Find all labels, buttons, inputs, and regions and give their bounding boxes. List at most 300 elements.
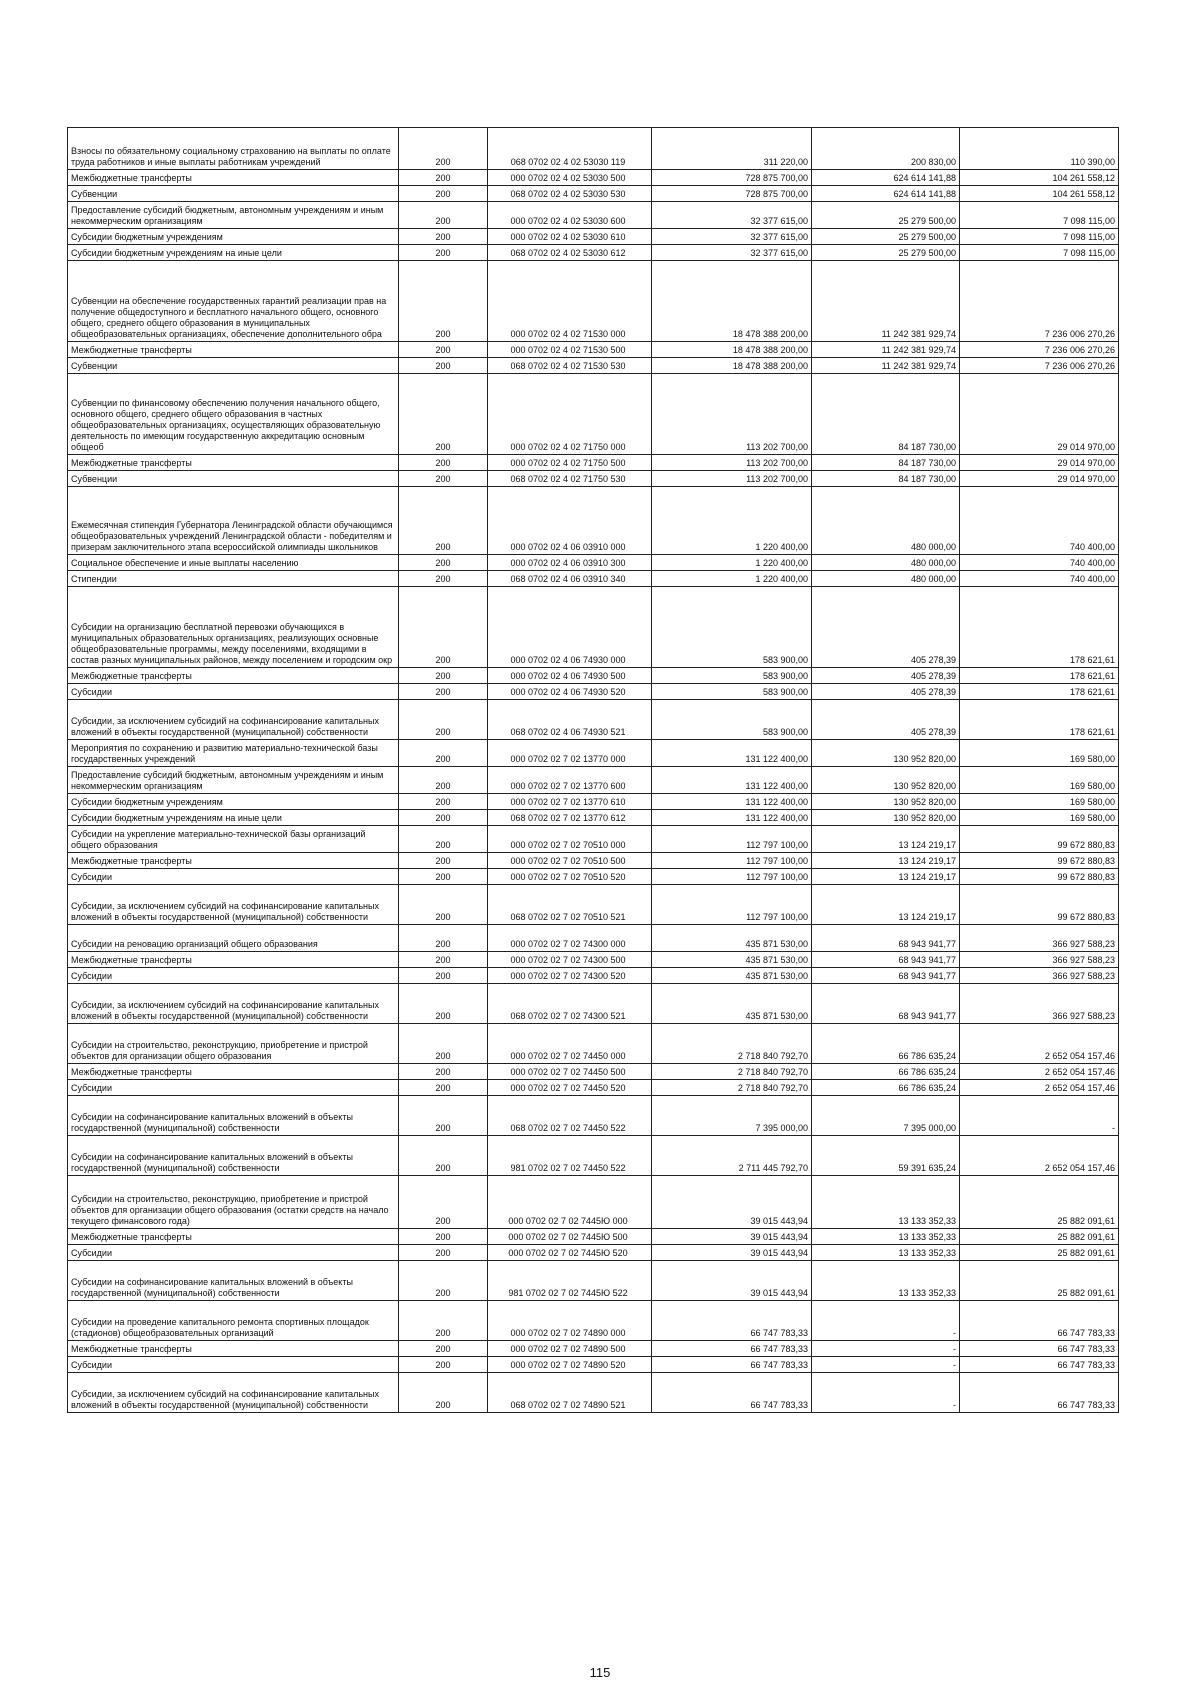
row-budget-classification: 000 0702 02 4 02 71530 000 (488, 261, 652, 342)
table-row (68, 170, 1119, 186)
row-line-code: 200 (399, 587, 488, 668)
table-row (68, 374, 1119, 455)
row-executed-amount: 405 278,39 (812, 684, 960, 700)
row-line-code: 200 (399, 767, 488, 794)
row-budget-classification: 000 0702 02 4 06 74930 520 (488, 684, 652, 700)
table-row (68, 853, 1119, 869)
row-executed-amount: 13 133 352,33 (812, 1229, 960, 1245)
row-executed-amount: 66 786 635,24 (812, 1064, 960, 1080)
row-unexecuted-amount: 7 098 115,00 (960, 229, 1119, 245)
row-approved-amount: 66 747 783,33 (652, 1373, 812, 1413)
table-row (68, 261, 1119, 342)
row-executed-amount: 11 242 381 929,74 (812, 342, 960, 358)
row-approved-amount: 39 015 443,94 (652, 1229, 812, 1245)
row-unexecuted-amount: - (960, 1096, 1119, 1136)
row-line-code: 200 (399, 555, 488, 571)
row-line-code: 200 (399, 170, 488, 186)
row-budget-classification: 000 0702 02 7 02 74300 520 (488, 968, 652, 984)
table-row (68, 968, 1119, 984)
row-approved-amount: 435 871 530,00 (652, 925, 812, 952)
row-budget-classification: 000 0702 02 4 06 74930 500 (488, 668, 652, 684)
table-row (68, 555, 1119, 571)
row-approved-amount: 2 718 840 792,70 (652, 1064, 812, 1080)
row-approved-amount: 18 478 388 200,00 (652, 358, 812, 374)
table-row (68, 984, 1119, 1024)
row-unexecuted-amount: 366 927 588,23 (960, 952, 1119, 968)
row-name: Субсидии бюджетным учреждениям на иные цели (68, 810, 399, 826)
row-unexecuted-amount: 99 672 880,83 (960, 885, 1119, 925)
row-name: Межбюджетные трансферты (68, 952, 399, 968)
row-line-code: 200 (399, 984, 488, 1024)
row-line-code: 200 (399, 1245, 488, 1261)
row-executed-amount: 130 952 820,00 (812, 767, 960, 794)
table-row (68, 186, 1119, 202)
row-approved-amount: 583 900,00 (652, 700, 812, 740)
row-unexecuted-amount: 366 927 588,23 (960, 984, 1119, 1024)
table-row (68, 571, 1119, 587)
row-name: Предоставление субсидий бюджетным, автономным учреждениям и иным некоммерческим организациям (68, 202, 399, 229)
row-unexecuted-amount: 29 014 970,00 (960, 471, 1119, 487)
row-executed-amount: 130 952 820,00 (812, 810, 960, 826)
row-unexecuted-amount: 169 580,00 (960, 740, 1119, 767)
row-approved-amount: 131 122 400,00 (652, 794, 812, 810)
table-row (68, 342, 1119, 358)
row-executed-amount: 13 133 352,33 (812, 1261, 960, 1301)
row-executed-amount: 13 124 219,17 (812, 853, 960, 869)
row-unexecuted-amount: 29 014 970,00 (960, 374, 1119, 455)
table-row (68, 885, 1119, 925)
row-budget-classification: 068 0702 02 7 02 74450 522 (488, 1096, 652, 1136)
row-unexecuted-amount: 25 882 091,61 (960, 1229, 1119, 1245)
row-budget-classification: 000 0702 02 7 02 13770 610 (488, 794, 652, 810)
row-executed-amount: 405 278,39 (812, 587, 960, 668)
row-line-code: 200 (399, 1136, 488, 1176)
row-approved-amount: 112 797 100,00 (652, 853, 812, 869)
row-approved-amount: 66 747 783,33 (652, 1301, 812, 1341)
row-line-code: 200 (399, 229, 488, 245)
row-executed-amount: 130 952 820,00 (812, 794, 960, 810)
row-budget-classification: 068 0702 02 4 02 71750 530 (488, 471, 652, 487)
row-budget-classification: 068 0702 02 7 02 74890 521 (488, 1373, 652, 1413)
table-row (68, 1261, 1119, 1301)
row-budget-classification: 000 0702 02 7 02 13770 000 (488, 740, 652, 767)
row-approved-amount: 1 220 400,00 (652, 571, 812, 587)
row-budget-classification: 000 0702 02 4 02 53030 600 (488, 202, 652, 229)
row-line-code: 200 (399, 700, 488, 740)
row-approved-amount: 2 718 840 792,70 (652, 1080, 812, 1096)
table-row (68, 128, 1119, 170)
row-budget-classification: 000 0702 02 7 02 70510 520 (488, 869, 652, 885)
row-approved-amount: 311 220,00 (652, 128, 812, 170)
row-name: Межбюджетные трансферты (68, 342, 399, 358)
row-approved-amount: 728 875 700,00 (652, 186, 812, 202)
row-name: Субсидии на строительство, реконструкцию, приобретение и пристрой объектов для организации общего образования (68, 1024, 399, 1064)
row-approved-amount: 18 478 388 200,00 (652, 342, 812, 358)
table-row (68, 700, 1119, 740)
row-approved-amount: 39 015 443,94 (652, 1176, 812, 1229)
table-row (68, 684, 1119, 700)
row-approved-amount: 7 395 000,00 (652, 1096, 812, 1136)
row-name: Межбюджетные трансферты (68, 1229, 399, 1245)
row-name: Межбюджетные трансферты (68, 853, 399, 869)
row-budget-classification: 000 0702 02 4 06 74930 000 (488, 587, 652, 668)
row-budget-classification: 068 0702 02 7 02 74300 521 (488, 984, 652, 1024)
row-budget-classification: 981 0702 02 7 02 7445Ю 522 (488, 1261, 652, 1301)
row-line-code: 200 (399, 1301, 488, 1341)
table-row (68, 794, 1119, 810)
row-approved-amount: 131 122 400,00 (652, 810, 812, 826)
row-line-code: 200 (399, 1373, 488, 1413)
row-name: Субсидии на софинансирование капитальных вложений в объекты государственной (муниципальной) собственности (68, 1096, 399, 1136)
row-name: Субсидии на организацию бесплатной перевозки обучающихся в муниципальных образовательных организациях, реализующих основные общеобразовательные программы, между поселениями, входящими в состав разных муниципальных районов, между поселением и городским окр (68, 587, 399, 668)
row-name: Субсидии, за исключением субсидий на софинансирование капитальных вложений в объекты государственной (муниципальной) собственности (68, 984, 399, 1024)
row-name: Субвенции (68, 186, 399, 202)
row-unexecuted-amount: 7 236 006 270,26 (960, 261, 1119, 342)
row-unexecuted-amount: 2 652 054 157,46 (960, 1024, 1119, 1064)
row-executed-amount: 68 943 941,77 (812, 925, 960, 952)
row-unexecuted-amount: 169 580,00 (960, 767, 1119, 794)
row-approved-amount: 66 747 783,33 (652, 1341, 812, 1357)
row-name: Субсидии (68, 968, 399, 984)
row-budget-classification: 000 0702 02 7 02 74890 520 (488, 1357, 652, 1373)
row-budget-classification: 068 0702 02 4 06 03910 340 (488, 571, 652, 587)
row-name: Субсидии бюджетным учреждениям на иные цели (68, 245, 399, 261)
table-row (68, 1373, 1119, 1413)
row-name: Субвенции по финансовому обеспечению получения начального общего, основного общего, среднего общего образования в частных общеобразовательных организациях, осуществляющих образовательную деятельность по имеющим государственную аккредитацию основным общеоб (68, 374, 399, 455)
row-approved-amount: 112 797 100,00 (652, 826, 812, 853)
row-name: Субсидии, за исключением субсидий на софинансирование капитальных вложений в объекты государственной (муниципальной) собственности (68, 885, 399, 925)
row-unexecuted-amount: 7 098 115,00 (960, 202, 1119, 229)
row-budget-classification: 000 0702 02 7 02 74450 500 (488, 1064, 652, 1080)
row-budget-classification: 000 0702 02 7 02 70510 000 (488, 826, 652, 853)
row-line-code: 200 (399, 1229, 488, 1245)
row-name: Субсидии бюджетным учреждениям (68, 229, 399, 245)
row-approved-amount: 32 377 615,00 (652, 245, 812, 261)
row-line-code: 200 (399, 1357, 488, 1373)
row-approved-amount: 66 747 783,33 (652, 1357, 812, 1373)
row-approved-amount: 32 377 615,00 (652, 229, 812, 245)
row-line-code: 200 (399, 1341, 488, 1357)
row-approved-amount: 435 871 530,00 (652, 968, 812, 984)
row-unexecuted-amount: 740 400,00 (960, 571, 1119, 587)
row-executed-amount: 200 830,00 (812, 128, 960, 170)
row-approved-amount: 131 122 400,00 (652, 740, 812, 767)
row-name: Межбюджетные трансферты (68, 170, 399, 186)
row-budget-classification: 000 0702 02 4 02 71530 500 (488, 342, 652, 358)
row-unexecuted-amount: 169 580,00 (960, 794, 1119, 810)
row-line-code: 200 (399, 740, 488, 767)
row-executed-amount: 11 242 381 929,74 (812, 358, 960, 374)
row-approved-amount: 131 122 400,00 (652, 767, 812, 794)
row-executed-amount: 84 187 730,00 (812, 471, 960, 487)
row-approved-amount: 435 871 530,00 (652, 984, 812, 1024)
page-number: 115 (589, 1665, 611, 1680)
row-unexecuted-amount: 178 621,61 (960, 700, 1119, 740)
row-executed-amount: 11 242 381 929,74 (812, 261, 960, 342)
row-name: Взносы по обязательному социальному страхованию на выплаты по оплате труда работников и иные выплаты работникам учреждений (68, 128, 399, 170)
row-executed-amount: 480 000,00 (812, 487, 960, 555)
row-name: Субсидии на укрепление материально-технической базы организаций общего образования (68, 826, 399, 853)
row-executed-amount: 480 000,00 (812, 571, 960, 587)
table-row (68, 471, 1119, 487)
row-approved-amount: 583 900,00 (652, 684, 812, 700)
row-approved-amount: 113 202 700,00 (652, 374, 812, 455)
row-name: Субсидии (68, 1357, 399, 1373)
row-approved-amount: 113 202 700,00 (652, 471, 812, 487)
row-executed-amount: 13 124 219,17 (812, 869, 960, 885)
row-line-code: 200 (399, 684, 488, 700)
table-row (68, 1136, 1119, 1176)
row-budget-classification: 000 0702 02 7 02 7445Ю 000 (488, 1176, 652, 1229)
row-unexecuted-amount: 104 261 558,12 (960, 170, 1119, 186)
row-unexecuted-amount: 7 236 006 270,26 (960, 358, 1119, 374)
row-unexecuted-amount: 178 621,61 (960, 668, 1119, 684)
row-line-code: 200 (399, 1024, 488, 1064)
row-budget-classification: 000 0702 02 4 02 53030 610 (488, 229, 652, 245)
row-line-code: 200 (399, 810, 488, 826)
row-budget-classification: 000 0702 02 7 02 74890 000 (488, 1301, 652, 1341)
row-budget-classification: 000 0702 02 4 02 71750 000 (488, 374, 652, 455)
row-executed-amount: 480 000,00 (812, 555, 960, 571)
row-executed-amount: - (812, 1357, 960, 1373)
row-name: Субсидии, за исключением субсидий на софинансирование капитальных вложений в объекты государственной (муниципальной) собственности (68, 700, 399, 740)
row-approved-amount: 583 900,00 (652, 587, 812, 668)
row-budget-classification: 000 0702 02 4 02 53030 500 (488, 170, 652, 186)
row-budget-classification: 981 0702 02 7 02 74450 522 (488, 1136, 652, 1176)
table-row (68, 1064, 1119, 1080)
row-line-code: 200 (399, 1064, 488, 1080)
row-executed-amount: 59 391 635,24 (812, 1136, 960, 1176)
row-budget-classification: 000 0702 02 7 02 7445Ю 520 (488, 1245, 652, 1261)
row-line-code: 200 (399, 202, 488, 229)
row-executed-amount: - (812, 1301, 960, 1341)
table-row (68, 1357, 1119, 1373)
row-approved-amount: 2 718 840 792,70 (652, 1024, 812, 1064)
row-unexecuted-amount: 66 747 783,33 (960, 1301, 1119, 1341)
row-approved-amount: 112 797 100,00 (652, 885, 812, 925)
row-name: Предоставление субсидий бюджетным, автономным учреждениям и иным некоммерческим организациям (68, 767, 399, 794)
row-budget-classification: 068 0702 02 7 02 13770 612 (488, 810, 652, 826)
row-executed-amount: 68 943 941,77 (812, 984, 960, 1024)
row-line-code: 200 (399, 128, 488, 170)
row-executed-amount: - (812, 1341, 960, 1357)
row-unexecuted-amount: 29 014 970,00 (960, 455, 1119, 471)
row-approved-amount: 1 220 400,00 (652, 487, 812, 555)
row-approved-amount: 32 377 615,00 (652, 202, 812, 229)
row-unexecuted-amount: 99 672 880,83 (960, 853, 1119, 869)
row-name: Межбюджетные трансферты (68, 1064, 399, 1080)
table-row (68, 1341, 1119, 1357)
table-row (68, 810, 1119, 826)
row-name: Субсидии (68, 684, 399, 700)
row-name: Субсидии на строительство, реконструкцию, приобретение и пристрой объектов для организации общего образования (остатки средств на начало текущего финансового года) (68, 1176, 399, 1229)
row-executed-amount: 624 614 141,88 (812, 186, 960, 202)
row-budget-classification: 068 0702 02 7 02 70510 521 (488, 885, 652, 925)
row-approved-amount: 39 015 443,94 (652, 1245, 812, 1261)
row-unexecuted-amount: 2 652 054 157,46 (960, 1136, 1119, 1176)
row-unexecuted-amount: 25 882 091,61 (960, 1176, 1119, 1229)
row-name: Межбюджетные трансферты (68, 455, 399, 471)
row-budget-classification: 000 0702 02 7 02 74450 520 (488, 1080, 652, 1096)
row-executed-amount: 68 943 941,77 (812, 952, 960, 968)
row-executed-amount: 624 614 141,88 (812, 170, 960, 186)
row-executed-amount: 13 124 219,17 (812, 885, 960, 925)
row-name: Субсидии, за исключением субсидий на софинансирование капитальных вложений в объекты государственной (муниципальной) собственности (68, 1373, 399, 1413)
row-line-code: 200 (399, 342, 488, 358)
row-executed-amount: 25 279 500,00 (812, 229, 960, 245)
row-budget-classification: 068 0702 02 4 02 71530 530 (488, 358, 652, 374)
row-line-code: 200 (399, 853, 488, 869)
row-line-code: 200 (399, 885, 488, 925)
row-budget-classification: 000 0702 02 7 02 74890 500 (488, 1341, 652, 1357)
row-name: Субсидии на проведение капитального ремонта спортивных площадок (стадионов) общеобразовательных организаций (68, 1301, 399, 1341)
row-budget-classification: 068 0702 02 4 02 53030 119 (488, 128, 652, 170)
row-approved-amount: 112 797 100,00 (652, 869, 812, 885)
row-line-code: 200 (399, 826, 488, 853)
table-row (68, 487, 1119, 555)
table-row (68, 952, 1119, 968)
table-row (68, 869, 1119, 885)
row-unexecuted-amount: 66 747 783,33 (960, 1357, 1119, 1373)
table-row (68, 767, 1119, 794)
row-approved-amount: 39 015 443,94 (652, 1261, 812, 1301)
budget-execution-table (67, 127, 1119, 1413)
row-name: Субсидии на софинансирование капитальных вложений в объекты государственной (муниципальной) собственности (68, 1261, 399, 1301)
table-row (68, 1301, 1119, 1341)
row-executed-amount: 66 786 635,24 (812, 1024, 960, 1064)
row-unexecuted-amount: 66 747 783,33 (960, 1373, 1119, 1413)
row-line-code: 200 (399, 968, 488, 984)
row-budget-classification: 000 0702 02 7 02 70510 500 (488, 853, 652, 869)
table-row (68, 229, 1119, 245)
row-unexecuted-amount: 740 400,00 (960, 555, 1119, 571)
row-name: Межбюджетные трансферты (68, 668, 399, 684)
row-budget-classification: 000 0702 02 7 02 13770 600 (488, 767, 652, 794)
row-unexecuted-amount: 110 390,00 (960, 128, 1119, 170)
row-executed-amount: 7 395 000,00 (812, 1096, 960, 1136)
row-unexecuted-amount: 104 261 558,12 (960, 186, 1119, 202)
row-budget-classification: 068 0702 02 4 06 74930 521 (488, 700, 652, 740)
row-name: Мероприятия по сохранению и развитию материально-технической базы государственных учреждений (68, 740, 399, 767)
row-approved-amount: 583 900,00 (652, 668, 812, 684)
table-row (68, 668, 1119, 684)
row-line-code: 200 (399, 455, 488, 471)
row-executed-amount: 13 124 219,17 (812, 826, 960, 853)
row-line-code: 200 (399, 487, 488, 555)
table-row (68, 245, 1119, 261)
row-unexecuted-amount: 99 672 880,83 (960, 826, 1119, 853)
row-budget-classification: 068 0702 02 4 02 53030 612 (488, 245, 652, 261)
row-approved-amount: 2 711 445 792,70 (652, 1136, 812, 1176)
row-unexecuted-amount: 66 747 783,33 (960, 1341, 1119, 1357)
row-unexecuted-amount: 366 927 588,23 (960, 968, 1119, 984)
row-executed-amount: 84 187 730,00 (812, 455, 960, 471)
table-row (68, 1176, 1119, 1229)
row-line-code: 200 (399, 261, 488, 342)
table-row (68, 1245, 1119, 1261)
row-unexecuted-amount: 178 621,61 (960, 684, 1119, 700)
table-row (68, 925, 1119, 952)
row-line-code: 200 (399, 1080, 488, 1096)
row-approved-amount: 728 875 700,00 (652, 170, 812, 186)
row-unexecuted-amount: 366 927 588,23 (960, 925, 1119, 952)
row-executed-amount: 66 786 635,24 (812, 1080, 960, 1096)
row-line-code: 200 (399, 1261, 488, 1301)
row-line-code: 200 (399, 245, 488, 261)
row-name: Социальное обеспечение и иные выплаты населению (68, 555, 399, 571)
row-approved-amount: 18 478 388 200,00 (652, 261, 812, 342)
row-budget-classification: 000 0702 02 7 02 7445Ю 500 (488, 1229, 652, 1245)
row-unexecuted-amount: 7 236 006 270,26 (960, 342, 1119, 358)
table-body (68, 128, 1119, 1413)
table-row (68, 1080, 1119, 1096)
row-name: Субсидии бюджетным учреждениям (68, 794, 399, 810)
row-unexecuted-amount: 169 580,00 (960, 810, 1119, 826)
row-executed-amount: 25 279 500,00 (812, 202, 960, 229)
row-executed-amount: 405 278,39 (812, 700, 960, 740)
row-budget-classification: 000 0702 02 4 06 03910 300 (488, 555, 652, 571)
row-name: Межбюджетные трансферты (68, 1341, 399, 1357)
table-row (68, 826, 1119, 853)
row-name: Субсидии (68, 1245, 399, 1261)
row-name: Стипендии (68, 571, 399, 587)
row-unexecuted-amount: 2 652 054 157,46 (960, 1080, 1119, 1096)
row-budget-classification: 068 0702 02 4 02 53030 530 (488, 186, 652, 202)
row-unexecuted-amount: 2 652 054 157,46 (960, 1064, 1119, 1080)
row-budget-classification: 000 0702 02 4 02 71750 500 (488, 455, 652, 471)
row-unexecuted-amount: 740 400,00 (960, 487, 1119, 555)
table-row (68, 740, 1119, 767)
row-executed-amount: 130 952 820,00 (812, 740, 960, 767)
row-executed-amount: 25 279 500,00 (812, 245, 960, 261)
table-row (68, 1096, 1119, 1136)
row-name: Субсидии на софинансирование капитальных вложений в объекты государственной (муниципальной) собственности (68, 1136, 399, 1176)
row-approved-amount: 113 202 700,00 (652, 455, 812, 471)
row-unexecuted-amount: 99 672 880,83 (960, 869, 1119, 885)
row-executed-amount: 405 278,39 (812, 668, 960, 684)
row-unexecuted-amount: 7 098 115,00 (960, 245, 1119, 261)
row-unexecuted-amount: 178 621,61 (960, 587, 1119, 668)
row-approved-amount: 435 871 530,00 (652, 952, 812, 968)
row-name: Субсидии на реновацию организаций общего образования (68, 925, 399, 952)
row-budget-classification: 000 0702 02 7 02 74450 000 (488, 1024, 652, 1064)
row-executed-amount: 68 943 941,77 (812, 968, 960, 984)
row-line-code: 200 (399, 869, 488, 885)
table-row (68, 1024, 1119, 1064)
row-name: Субсидии (68, 869, 399, 885)
row-approved-amount: 1 220 400,00 (652, 555, 812, 571)
table-row (68, 202, 1119, 229)
row-line-code: 200 (399, 358, 488, 374)
row-line-code: 200 (399, 571, 488, 587)
row-budget-classification: 000 0702 02 4 06 03910 000 (488, 487, 652, 555)
row-unexecuted-amount: 25 882 091,61 (960, 1245, 1119, 1261)
row-line-code: 200 (399, 668, 488, 684)
row-line-code: 200 (399, 471, 488, 487)
row-unexecuted-amount: 25 882 091,61 (960, 1261, 1119, 1301)
row-line-code: 200 (399, 374, 488, 455)
row-name: Субвенции (68, 358, 399, 374)
row-budget-classification: 000 0702 02 7 02 74300 000 (488, 925, 652, 952)
row-name: Ежемесячная стипендия Губернатора Ленинградской области обучающимся общеобразовательных учреждений Ленинградской области - победителям и призерам заключительного этапа всероссийской олимпиады школьников (68, 487, 399, 555)
row-executed-amount: 13 133 352,33 (812, 1176, 960, 1229)
row-name: Субвенции (68, 471, 399, 487)
table-row (68, 587, 1119, 668)
row-line-code: 200 (399, 925, 488, 952)
row-name: Субвенции на обеспечение государственных гарантий реализации прав на получение общедоступного и бесплатного начального общего, основного общего, среднего общего образования в муниципальных общеобразовательных организациях, обеспечение дополнительного обра (68, 261, 399, 342)
table-row (68, 358, 1119, 374)
row-line-code: 200 (399, 1096, 488, 1136)
